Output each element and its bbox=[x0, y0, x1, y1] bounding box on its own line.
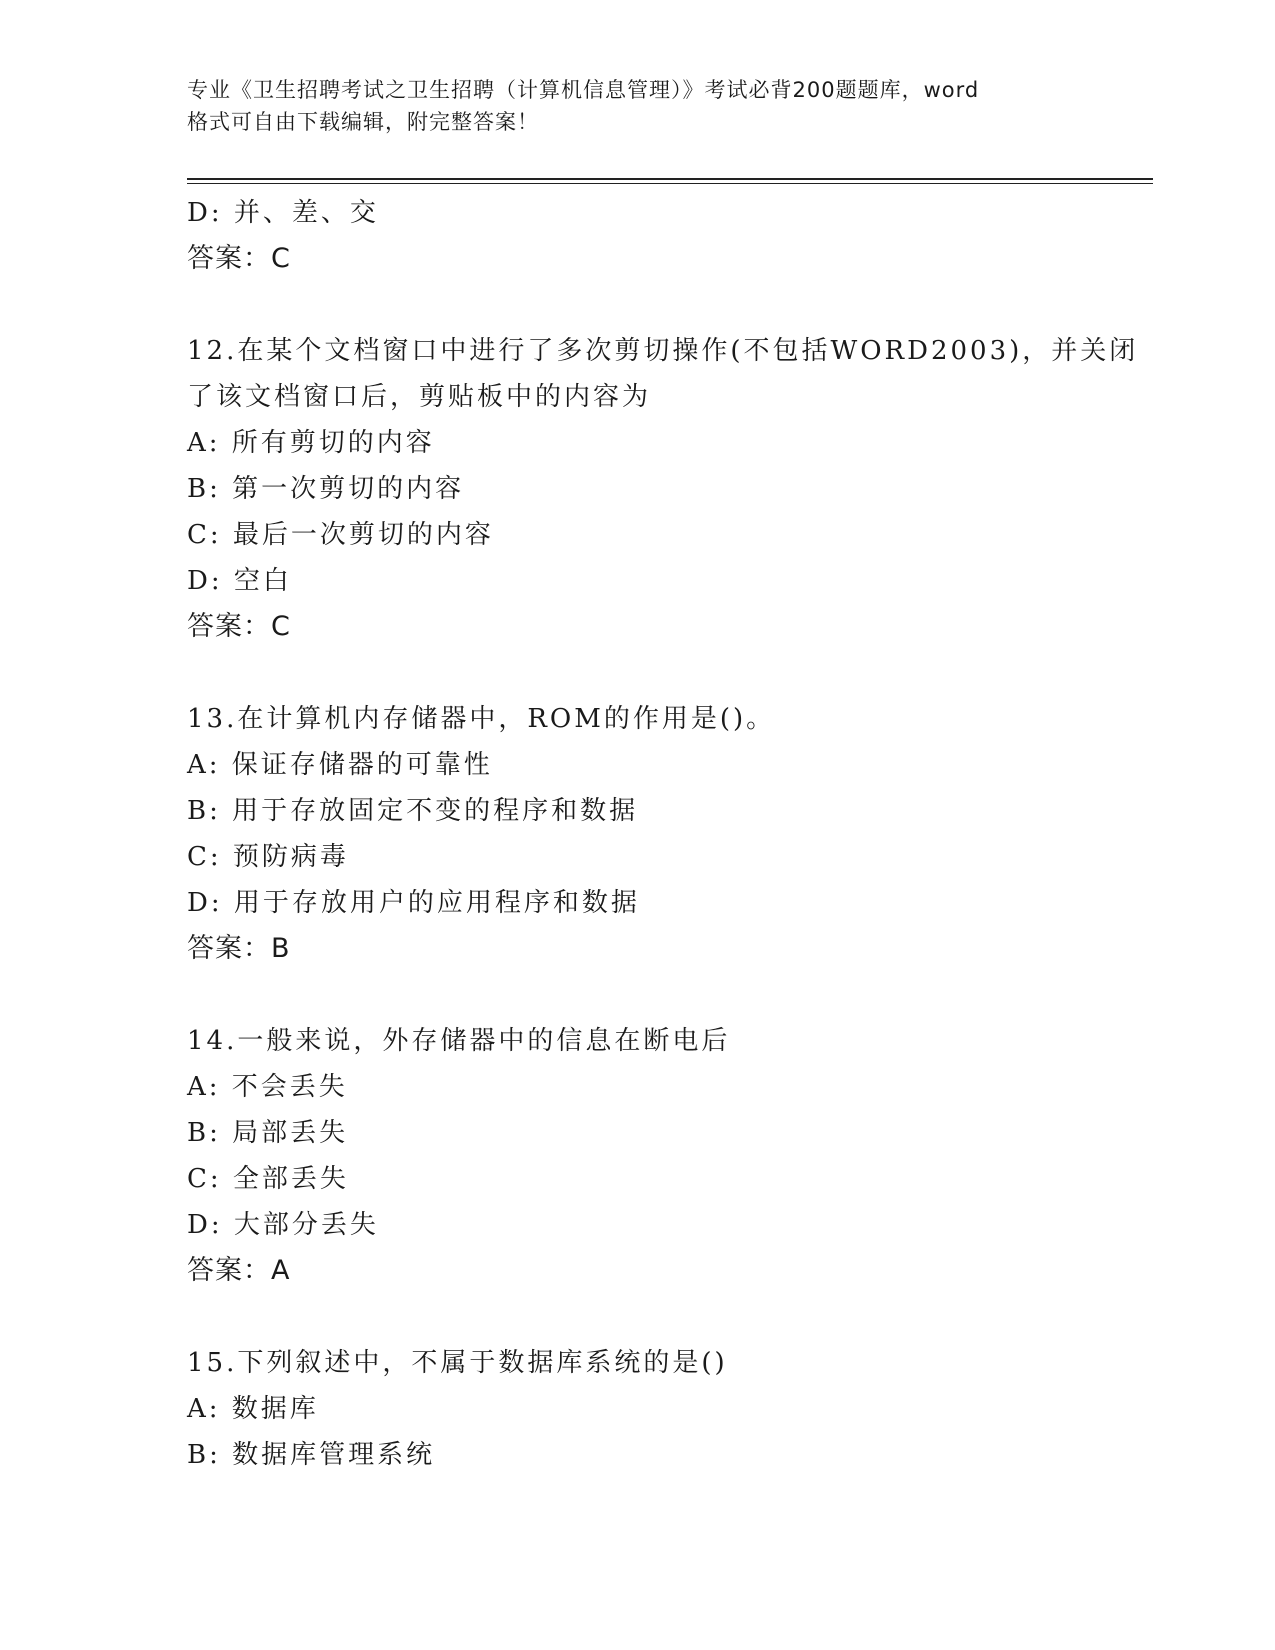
question-12 bbox=[187, 328, 1139, 650]
question-stem: 15.下列叙述中，不属于数据库系统的是() bbox=[187, 1348, 728, 1378]
option-d: D: 用于存放用户的应用程序和数据 bbox=[187, 888, 640, 918]
option-b: B: 第一次剪切的内容 bbox=[187, 474, 465, 504]
option-d: D: 大部分丢失 bbox=[187, 1210, 379, 1240]
option-b: B: 局部丢失 bbox=[187, 1118, 349, 1148]
option-b: B: 用于存放固定不变的程序和数据 bbox=[187, 796, 639, 826]
option-d: D: 并、差、交 bbox=[187, 198, 379, 228]
option-d: D: 空白 bbox=[187, 566, 292, 596]
question-stem: 14.一般来说，外存储器中的信息在断电后 bbox=[187, 1026, 731, 1056]
page-header bbox=[187, 74, 1087, 138]
answer: 答案：B bbox=[187, 933, 291, 964]
header-line-1: 专业《卫生招聘考试之卫生招聘（计算机信息管理）》考试必背200题题库，word bbox=[187, 78, 980, 102]
question-14 bbox=[187, 1018, 1087, 1294]
answer: 答案：C bbox=[187, 611, 291, 642]
header-rule-thin bbox=[187, 183, 1153, 184]
option-c: C: 最后一次剪切的内容 bbox=[187, 520, 494, 550]
header-line-2: 格式可自由下载编辑，附完整答案！ bbox=[187, 110, 539, 134]
option-a: A: 不会丢失 bbox=[187, 1072, 348, 1102]
answer: 答案：C bbox=[187, 243, 291, 274]
option-c: C: 预防病毒 bbox=[187, 842, 349, 872]
option-b: B: 数据库管理系统 bbox=[187, 1440, 436, 1470]
option-c: C: 全部丢失 bbox=[187, 1164, 349, 1194]
option-a: A: 所有剪切的内容 bbox=[187, 428, 435, 458]
question-stem: 13.在计算机内存储器中，ROM的作用是()。 bbox=[187, 704, 776, 734]
option-a: A: 保证存储器的可靠性 bbox=[187, 750, 493, 780]
option-a: A: 数据库 bbox=[187, 1394, 319, 1424]
document-body bbox=[187, 190, 1139, 1478]
header-rule-thick bbox=[187, 178, 1153, 180]
question-stem-cont: 了该文档窗口后，剪贴板中的内容为 bbox=[187, 382, 652, 412]
question-15 bbox=[187, 1340, 1087, 1478]
question-13 bbox=[187, 696, 1087, 972]
answer: 答案：A bbox=[187, 1255, 291, 1286]
question-stem: 12.在某个文档窗口中进行了多次剪切操作(不包括WORD2003)，并关闭 bbox=[187, 336, 1139, 366]
